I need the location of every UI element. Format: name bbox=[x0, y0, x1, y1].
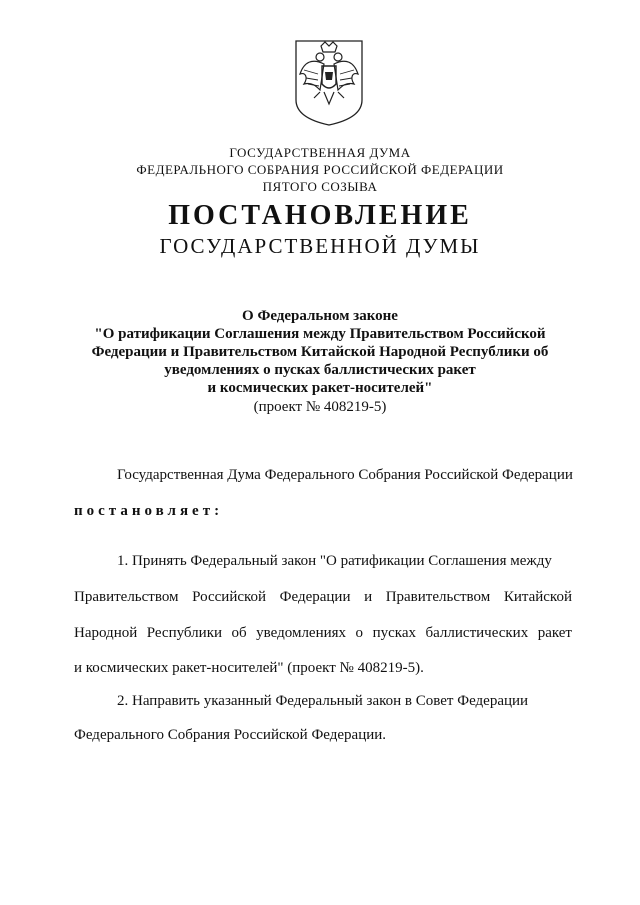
subject-line-4: уведомлениях о пусках баллистических ракет bbox=[164, 362, 476, 378]
item-2-line-2: Федерального Собрания Российской Федерации. bbox=[74, 727, 387, 743]
subject-line-1: О Федеральном законе bbox=[242, 308, 398, 324]
header-line-3: ПЯТОГО СОЗЫВА bbox=[262, 179, 378, 194]
resolves-word: постановляет: bbox=[74, 503, 224, 519]
document-title: ПОСТАНОВЛЕНИЕ bbox=[168, 200, 472, 231]
item-1-line-1: 1. Принять Федеральный закон "О ратификации Соглашения между bbox=[117, 553, 552, 569]
item-1-line-3: Народной Республики об уведомлениях о пусках баллистических ракет bbox=[74, 625, 572, 641]
subject-line-5: и космических ракет-носителей" bbox=[207, 380, 433, 396]
subject-line-2: "О ратификации Соглашения между Правительством Российской bbox=[94, 326, 546, 342]
document-subtitle: ГОСУДАРСТВЕННОЙ ДУМЫ bbox=[159, 234, 481, 258]
header-line-1: ГОСУДАРСТВЕННАЯ ДУМА bbox=[229, 145, 411, 160]
header-line-2: ФЕДЕРАЛЬНОГО СОБРАНИЯ РОССИЙСКОЙ ФЕДЕРАЦИИ bbox=[136, 162, 504, 177]
intro-paragraph: Государственная Дума Федерального Собрания Российской Федерации bbox=[117, 467, 573, 483]
item-1-line-4: и космических ракет-носителей" (проект № 408219-5). bbox=[74, 660, 424, 676]
item-1-line-2: Правительством Российской Федерации и Правительством Китайской bbox=[74, 589, 572, 605]
item-2-line-1: 2. Направить указанный Федеральный закон в Совет Федерации bbox=[117, 693, 529, 709]
project-number: (проект № 408219-5) bbox=[253, 399, 387, 415]
subject-line-3: Федерации и Правительством Китайской Народной Республики об bbox=[91, 344, 549, 360]
coat-of-arms-icon bbox=[294, 40, 364, 126]
